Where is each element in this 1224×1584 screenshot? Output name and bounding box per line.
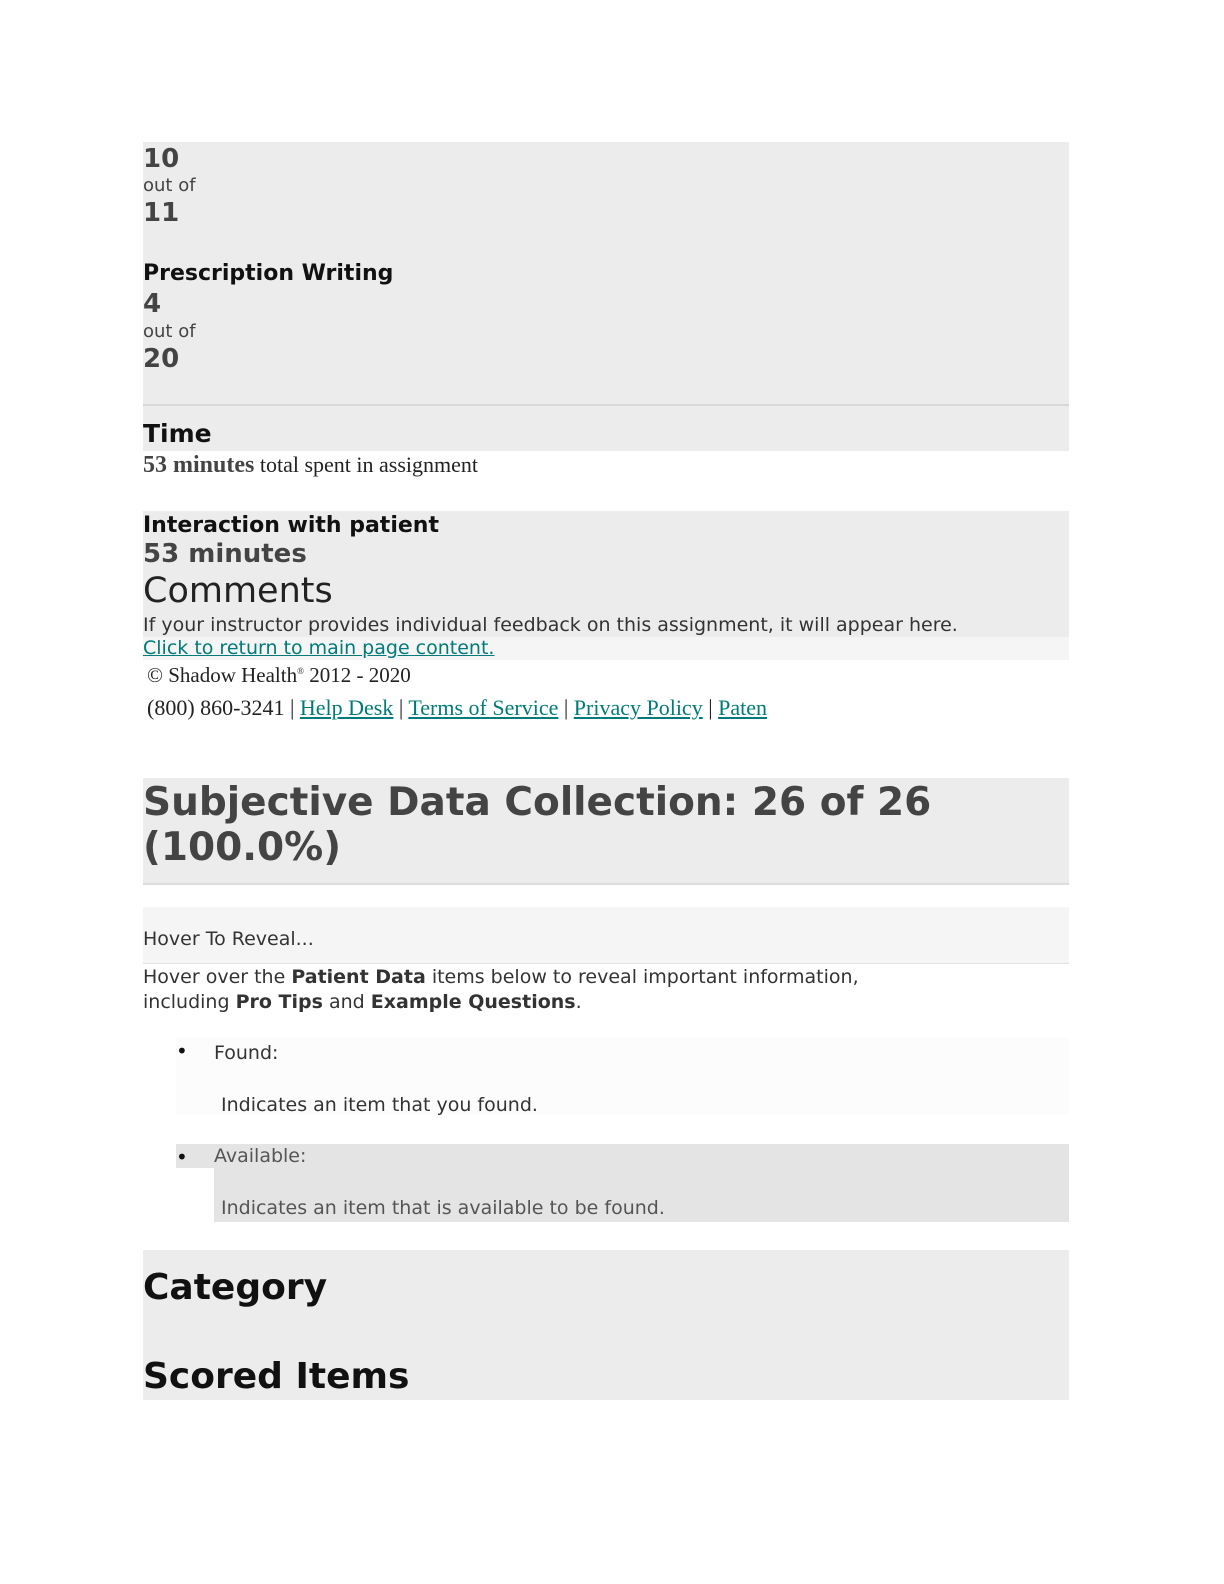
- hover-instructions-line1: [143, 965, 859, 990]
- legend-available: [176, 1144, 1069, 1222]
- hover-text: .: [575, 991, 582, 1013]
- time-title: Time: [143, 419, 212, 448]
- prescription-total: 20: [143, 344, 180, 374]
- pro-tips-strong: Pro Tips: [235, 991, 323, 1013]
- bullet-icon: •: [176, 1039, 188, 1063]
- return-link-bar: [143, 637, 1069, 660]
- legend-found-desc: Indicates an item that you found.: [221, 1094, 538, 1116]
- category-header: Category: [143, 1267, 328, 1308]
- hover-reveal-title: Hover To Reveal...: [143, 928, 314, 950]
- prescription-score: 4: [143, 289, 162, 319]
- time-total-text: total spent in assignment: [259, 452, 478, 477]
- time-total-value: 53 minutes: [143, 452, 255, 478]
- privacy-policy-link[interactable]: Privacy Policy: [573, 695, 703, 720]
- footer-separator: |: [708, 695, 713, 720]
- legend-found-label: Found:: [214, 1042, 279, 1064]
- patient-data-strong: Patient Data: [291, 966, 426, 988]
- legend-available-bg-top: [176, 1144, 1069, 1168]
- divider: [143, 963, 1069, 964]
- interaction-title: Interaction with patient: [143, 513, 439, 538]
- copyright-years: 2012 - 2020: [309, 663, 411, 687]
- interaction-panel: [143, 511, 1069, 637]
- divider: [143, 883, 1069, 885]
- return-to-main-link[interactable]: Click to return to main page content.: [143, 637, 495, 659]
- bullet-icon: •: [176, 1145, 188, 1169]
- prescription-out-of: out of: [143, 321, 196, 342]
- help-desk-link[interactable]: Help Desk: [299, 695, 394, 720]
- terms-of-service-link[interactable]: Terms of Service: [408, 695, 559, 720]
- prescription-title: Prescription Writing: [143, 261, 394, 286]
- hover-instructions-line2: [143, 990, 859, 1015]
- hover-reveal-bar[interactable]: [143, 907, 1069, 964]
- time-header: [143, 406, 1069, 451]
- interaction-value: 53 minutes: [143, 539, 307, 569]
- subjective-title-line1: Subjective Data Collection: 26 of 26: [143, 780, 932, 825]
- footer-separator: |: [289, 695, 295, 720]
- score-total: 11: [143, 198, 180, 228]
- comments-title: Comments: [143, 571, 333, 611]
- score-out-of: out of: [143, 175, 196, 196]
- patents-link[interactable]: Paten: [718, 695, 767, 720]
- copyright-text: © Shadow Health: [147, 663, 298, 687]
- registered-mark: ®: [297, 666, 304, 676]
- time-total: [143, 452, 478, 479]
- scored-items-header: Scored Items: [143, 1356, 410, 1397]
- table-header: [143, 1250, 1069, 1400]
- footer-links: [147, 695, 767, 721]
- score-panel: [143, 142, 1069, 405]
- legend-available-label: Available:: [214, 1145, 307, 1167]
- legend-found: [176, 1038, 1069, 1114]
- score-value: 10: [143, 144, 180, 174]
- hover-text: items below to reveal important information,: [425, 966, 859, 988]
- subjective-title-line2: (100.0%): [143, 825, 342, 870]
- comments-text: If your instructor provides individual feedback on this assignment, it will appear here.: [143, 614, 958, 636]
- hover-instructions: [143, 965, 859, 1015]
- hover-text: Hover over the: [143, 966, 292, 988]
- hover-text: including: [143, 991, 236, 1013]
- hover-text: and: [322, 991, 371, 1013]
- subjective-header: [143, 778, 1069, 884]
- legend-available-desc: Indicates an item that is available to be found.: [221, 1197, 665, 1219]
- example-questions-strong: Example Questions: [370, 991, 576, 1013]
- footer-separator: |: [398, 695, 404, 720]
- footer-separator: |: [563, 695, 569, 720]
- copyright: [147, 663, 411, 688]
- footer-phone: (800) 860-3241: [147, 695, 285, 720]
